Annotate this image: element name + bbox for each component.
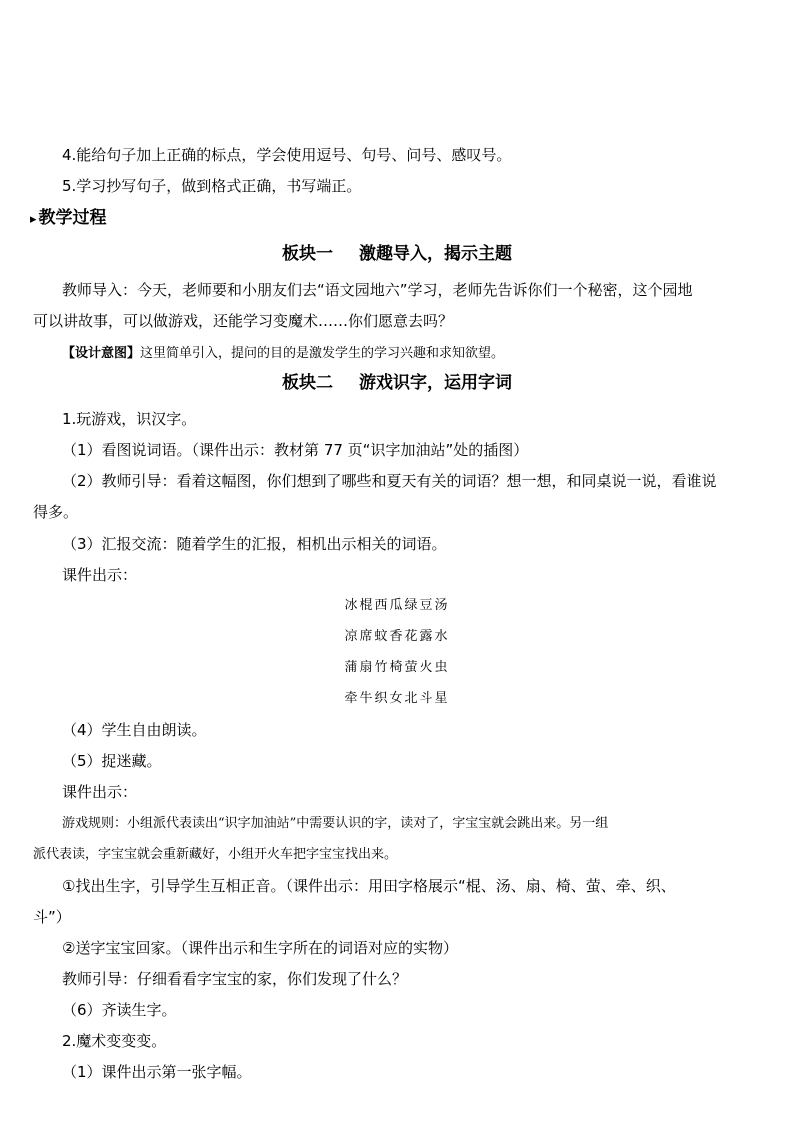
block2-title-text: 游戏识字，运用字词 (359, 373, 512, 393)
step-5: （5）捉迷藏。 (62, 752, 162, 770)
block1-title-text: 激趣导入，揭示主题 (359, 244, 512, 264)
courseware-label-2: 课件出示： (62, 783, 138, 801)
word-group-1: 冰棍西瓜绿豆汤 (344, 598, 450, 613)
item-1: 1.玩游戏，识汉字。 (62, 410, 197, 428)
design-intent (62, 343, 504, 363)
word-group-4: 牵牛织女北斗星 (344, 691, 450, 706)
step-6: （6）齐读生字。 (62, 1001, 177, 1019)
triangle-bullet-icon: ▸ (30, 212, 37, 227)
word-group-2: 凉席蚊香花露水 (344, 629, 450, 644)
step-3: （3）汇报交流：随着学生的汇报，相机出示相关的词语。 (62, 535, 447, 553)
intro-line-2: 可以讲故事，可以做游戏，还能学习变魔术……你们愿意去吗？ (33, 312, 454, 330)
circled-step-2: ②送字宝宝回家。（课件出示和生字所在的词语对应的实物） (62, 939, 458, 957)
game-rule-line-2: 派代表读，字宝宝就会重新藏好，小组开火车把字宝宝找出来。 (33, 847, 398, 862)
game-rule-line-1: 游戏规则：小组派代表读出“识字加油站”中需要认识的字，读对了，字宝宝就会跳出来。另一组 (62, 816, 609, 831)
magic-step-1: （1）课件出示第一张字幅。 (62, 1063, 252, 1081)
item-2: 2.魔术变变变。 (62, 1032, 167, 1050)
objective-4: 4.能给句子加上正确的标点，学会使用逗号、句号、问号、感叹号。 (62, 146, 512, 164)
process-heading-text: 教学过程 (38, 208, 107, 228)
teacher-guide: 教师引导：仔细看看字宝宝的家，你们发现了什么？ (62, 970, 408, 988)
step-2-line-2: 得多。 (33, 503, 79, 521)
step-1: （1）看图说词语。（课件出示：教材第 77 页“识字加油站”处的插图） (62, 441, 529, 459)
circled-step-1-line-2: 斗”） (33, 908, 71, 926)
block1-title-label: 板块一 (282, 244, 333, 264)
design-intent-text: 这里简单引入，提问的目的是激发学生的学习兴趣和求知欲望。 (140, 346, 505, 361)
step-4: （4）学生自由朗读。 (62, 721, 207, 739)
word-group-3: 蒲扇竹椅萤火虫 (344, 660, 450, 675)
circled-step-1-line-1: ①找出生字，引导学生互相正音。（课件出示：用田字格展示“棍、汤、扇、椅、萤、牵、织、 (62, 877, 676, 895)
block2-title (0, 374, 794, 392)
process-heading (30, 209, 107, 229)
courseware-label-1: 课件出示： (62, 566, 138, 584)
objective-5: 5.学习抄写句子，做到格式正确，书写端正。 (62, 177, 362, 195)
step-2-line-1: （2）教师引导：看着这幅图，你们想到了哪些和夏天有关的词语？想一想，和同桌说一说，看谁说 (62, 472, 717, 490)
block2-title-label: 板块二 (282, 373, 333, 393)
intro-line-1: 教师导入：今天，老师要和小朋友们去“语文园地六”学习，老师先告诉你们一个秘密，这个园地 (62, 281, 693, 299)
block1-title (0, 245, 794, 263)
design-intent-label: 【设计意图】 (62, 346, 141, 361)
